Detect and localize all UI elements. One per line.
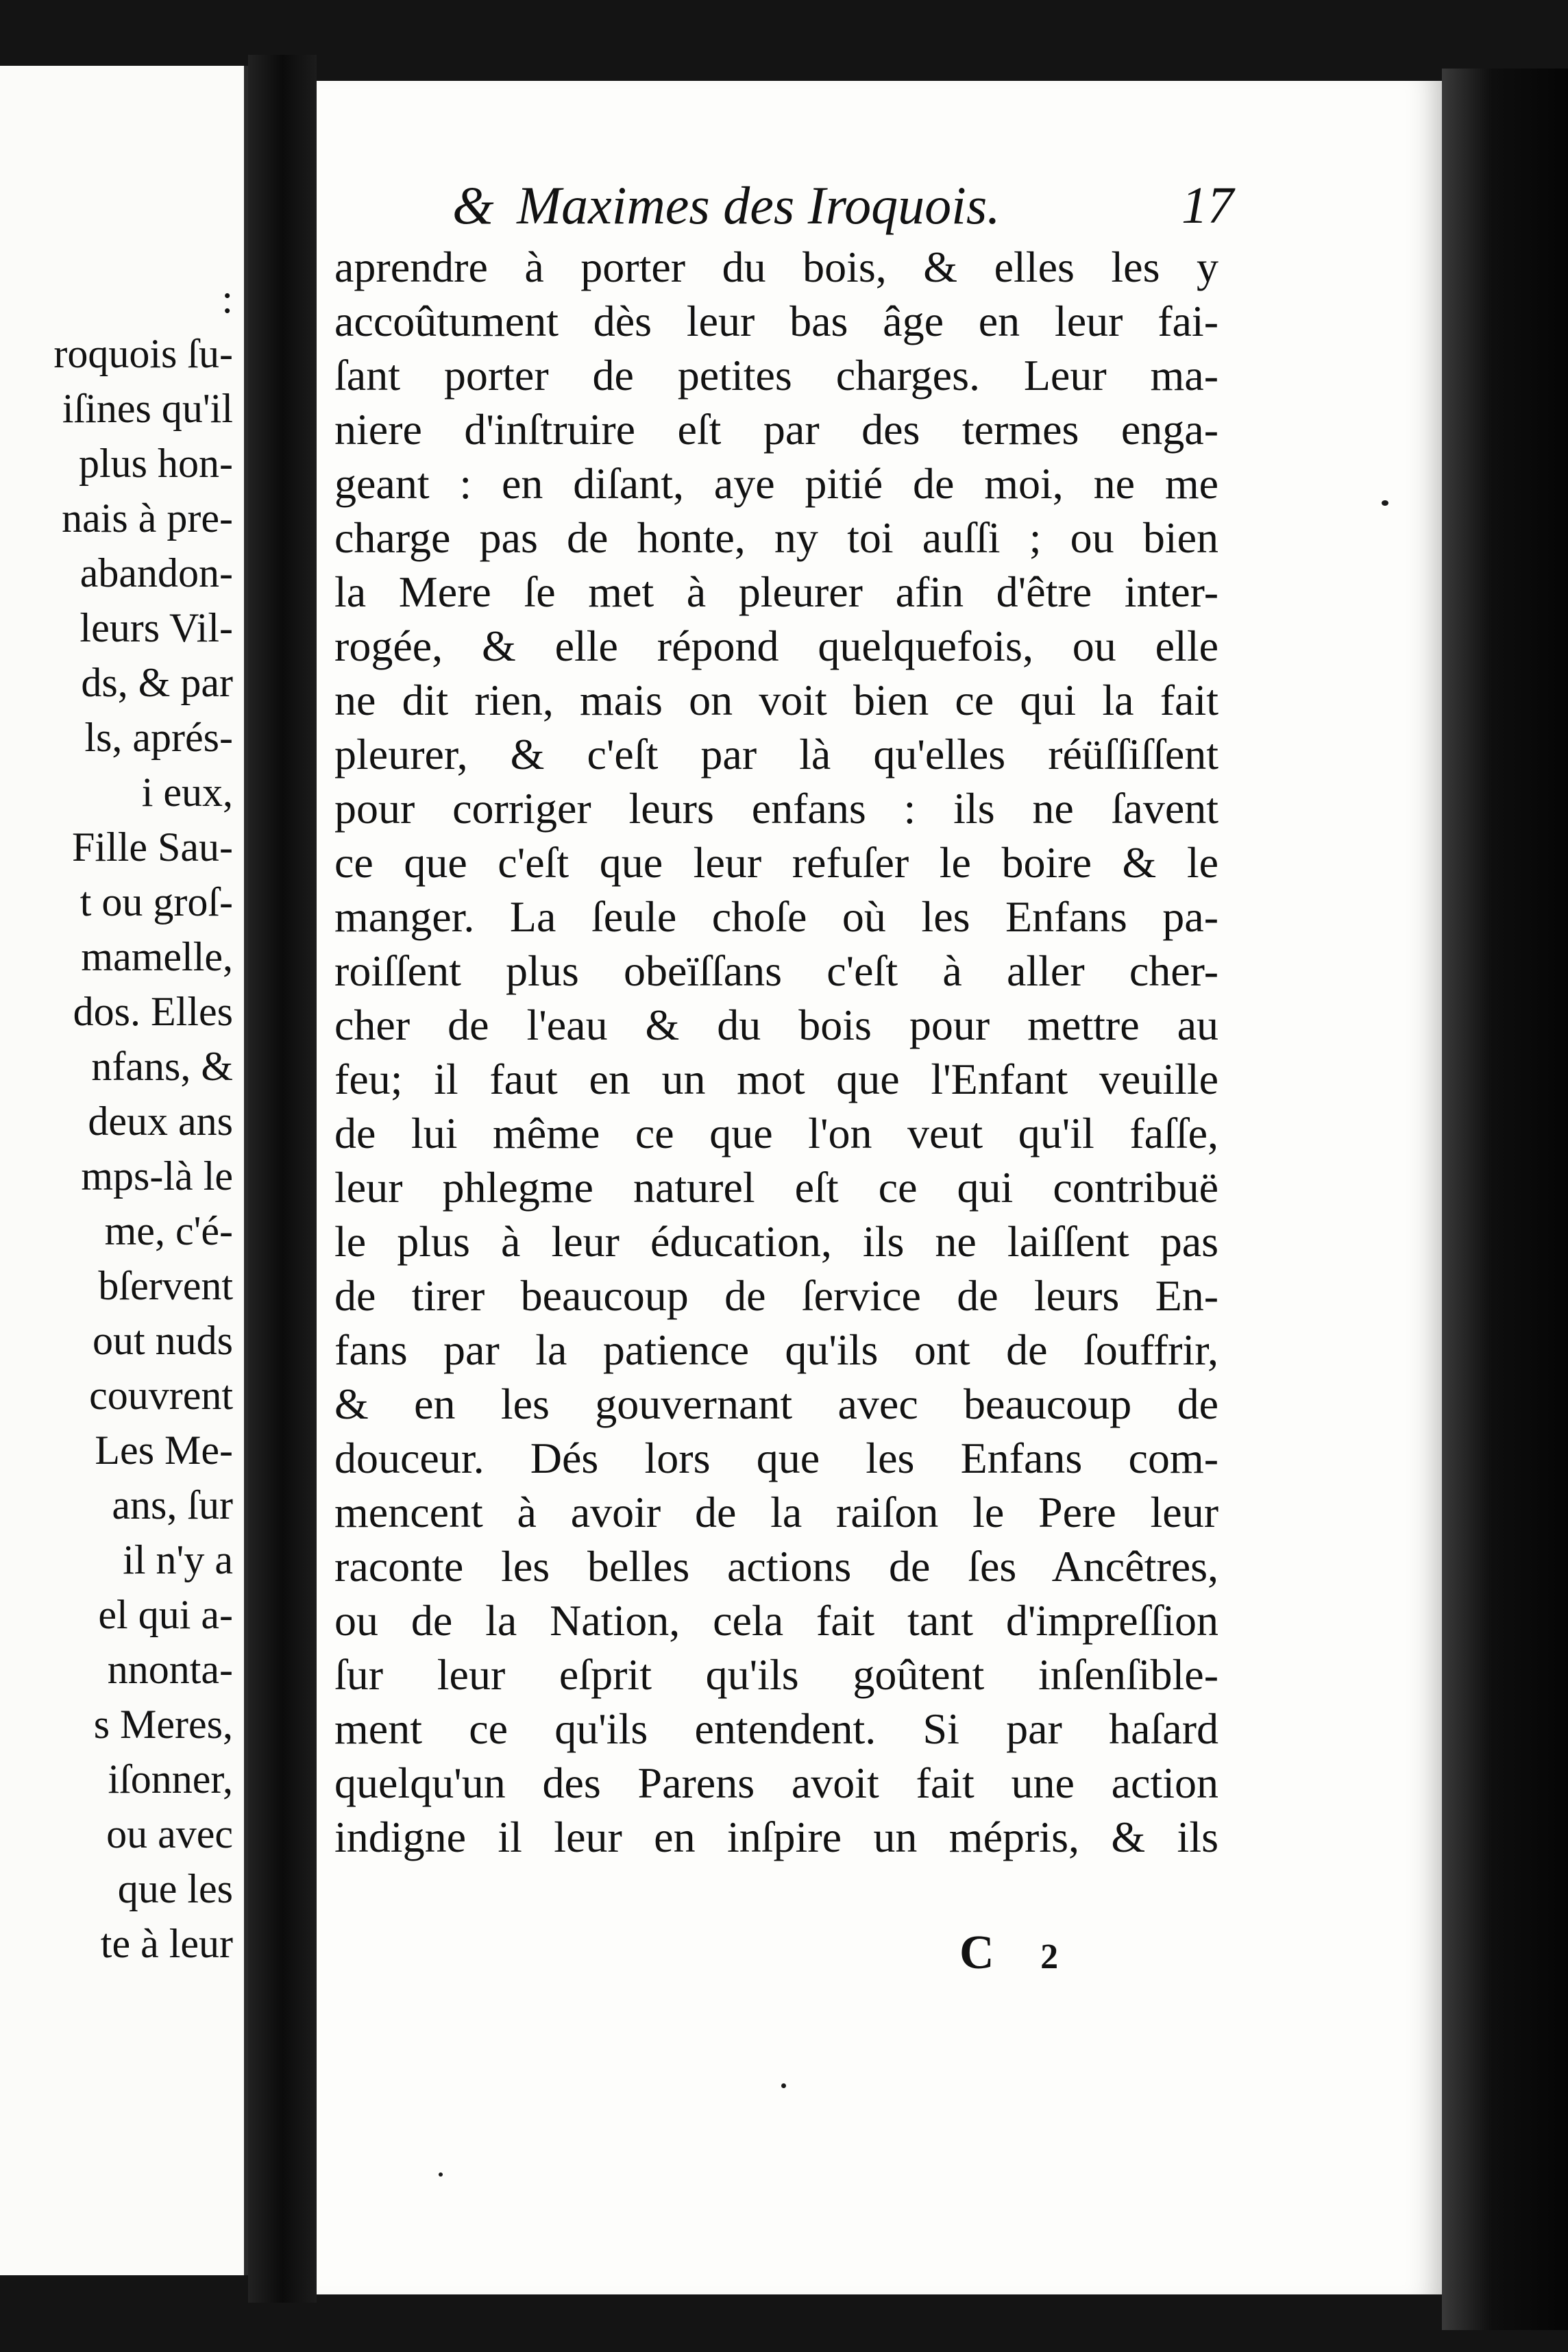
text-line: cher de l'eau & du bois pour mettre au	[334, 1001, 1218, 1049]
left-line: ou avec	[106, 1811, 233, 1857]
text-line: rogée, & elle répond quelquefois, ou elle	[334, 622, 1218, 670]
text-line: aprendre à porter du bois, & elles les y	[334, 243, 1218, 291]
left-line: :	[221, 276, 233, 321]
left-line: nfans, &	[91, 1044, 233, 1089]
body-text	[334, 240, 1218, 1864]
signature-letter: C	[959, 1926, 994, 1979]
text-line: raconte les belles actions de ſes Ancêtres,	[334, 1542, 1218, 1591]
text-line: ſur leur eſprit qu'ils goûtent inſenſible-	[334, 1650, 1218, 1699]
text-line: ment ce qu'ils entendent. Si par haſard	[334, 1704, 1218, 1753]
text-line: pour corriger leurs enfans : ils ne ſavent	[334, 784, 1218, 833]
left-line: me, c'é-	[104, 1208, 233, 1253]
running-head-title: Maximes des Iroquois.	[517, 175, 1001, 235]
book-gutter	[248, 55, 317, 2303]
left-page	[0, 66, 248, 2275]
text-line: le plus à leur éducation, ils ne laiſſent pas	[334, 1217, 1218, 1266]
left-page-text	[0, 271, 244, 1971]
text-line: manger. La ſeule choſe où les Enfans pa-	[334, 892, 1218, 941]
left-line: deux ans	[88, 1099, 233, 1144]
signature-mark	[959, 1919, 1131, 1987]
text-line: ou de la Nation, cela fait tant d'impreſſion	[334, 1596, 1218, 1645]
text-line: & en les gouvernant avec beaucoup de	[334, 1380, 1218, 1428]
text-line: niere d'inſtruire eſt par des termes enga-	[334, 405, 1218, 454]
left-line: que les	[117, 1866, 233, 1911]
text-line: charge pas de honte, ny toi auſſi ; ou bien	[334, 513, 1218, 562]
left-line: dos. Elles	[73, 989, 233, 1034]
left-line: te à leur	[100, 1921, 233, 1966]
text-line: feu; il faut en un mot que l'Enfant veuille	[334, 1055, 1218, 1103]
text-line: quelqu'un des Parens avoit fait une action	[334, 1759, 1218, 1807]
text-line: de lui même ce que l'on veut qu'il faſſe,	[334, 1109, 1218, 1157]
left-line: roquois ſu-	[53, 331, 233, 376]
running-head-ampersand: &	[452, 175, 494, 235]
text-line: ne dit rien, mais on voit bien ce qui la fait	[334, 676, 1218, 724]
text-line: roiſſent plus obeïſſans c'eſt à aller cher-	[334, 946, 1218, 995]
text-line: mencent à avoir de la raiſon le Pere leur	[334, 1488, 1218, 1536]
right-book-edge	[1442, 69, 1568, 2330]
left-line: iſonner,	[108, 1756, 233, 1802]
ink-speck	[1382, 500, 1388, 506]
ink-speck	[781, 2083, 786, 2088]
left-line: iſines qu'il	[62, 386, 233, 431]
left-line: ans, ſur	[112, 1482, 233, 1528]
left-line: plus hon-	[79, 441, 233, 486]
text-line: douceur. Dés lors que les Enfans com-	[334, 1434, 1218, 1482]
running-head	[452, 171, 1055, 240]
left-line: leurs Vil-	[79, 605, 233, 650]
page-number: 17	[1181, 177, 1234, 234]
text-line: geant : en diſant, aye pitié de moi, ne me	[334, 459, 1218, 508]
ink-speck	[439, 2172, 443, 2177]
left-line: mps-là le	[81, 1153, 233, 1199]
left-line: abandon-	[79, 550, 233, 596]
text-line: accoûtument dès leur bas âge en leur fai-	[334, 297, 1218, 345]
text-line: la Mere ſe met à pleurer afin d'être inter-	[334, 567, 1218, 616]
text-line: fans par la patience qu'ils ont de ſouffrir,	[334, 1325, 1218, 1374]
text-line: de tirer beaucoup de ſervice de leurs En-	[334, 1271, 1218, 1320]
left-line: t ou groſ-	[79, 879, 233, 924]
left-line: bſervent	[98, 1263, 233, 1308]
left-line: couvrent	[89, 1373, 233, 1418]
left-line: ds, & par	[81, 660, 233, 705]
left-line: Les Me-	[95, 1428, 233, 1473]
text-line: indigne il leur en inſpire un mépris, & ils	[334, 1813, 1218, 1861]
left-line: ls, aprés-	[84, 715, 233, 760]
text-line: ſant porter de petites charges. Leur ma-	[334, 351, 1218, 400]
signature-number: 2	[1040, 1937, 1059, 1976]
left-line: el qui a-	[98, 1592, 233, 1637]
text-line: pleurer, & c'eſt par là qu'elles réüſſiſſent	[334, 730, 1218, 779]
left-line: Fille Sau-	[72, 824, 233, 870]
left-line: s Meres,	[93, 1702, 233, 1747]
text-line: leur phlegme naturel eſt ce qui contribuë	[334, 1163, 1218, 1212]
left-line: nais à pre-	[62, 495, 233, 541]
left-line: nnonta-	[107, 1647, 233, 1692]
left-line: i eux,	[141, 770, 233, 815]
left-line: il n'y a	[123, 1537, 233, 1582]
text-line: ce que c'eſt que leur refuſer le boire & le	[334, 838, 1218, 887]
left-line: out nuds	[92, 1318, 233, 1363]
left-line: mamelle,	[81, 934, 233, 979]
